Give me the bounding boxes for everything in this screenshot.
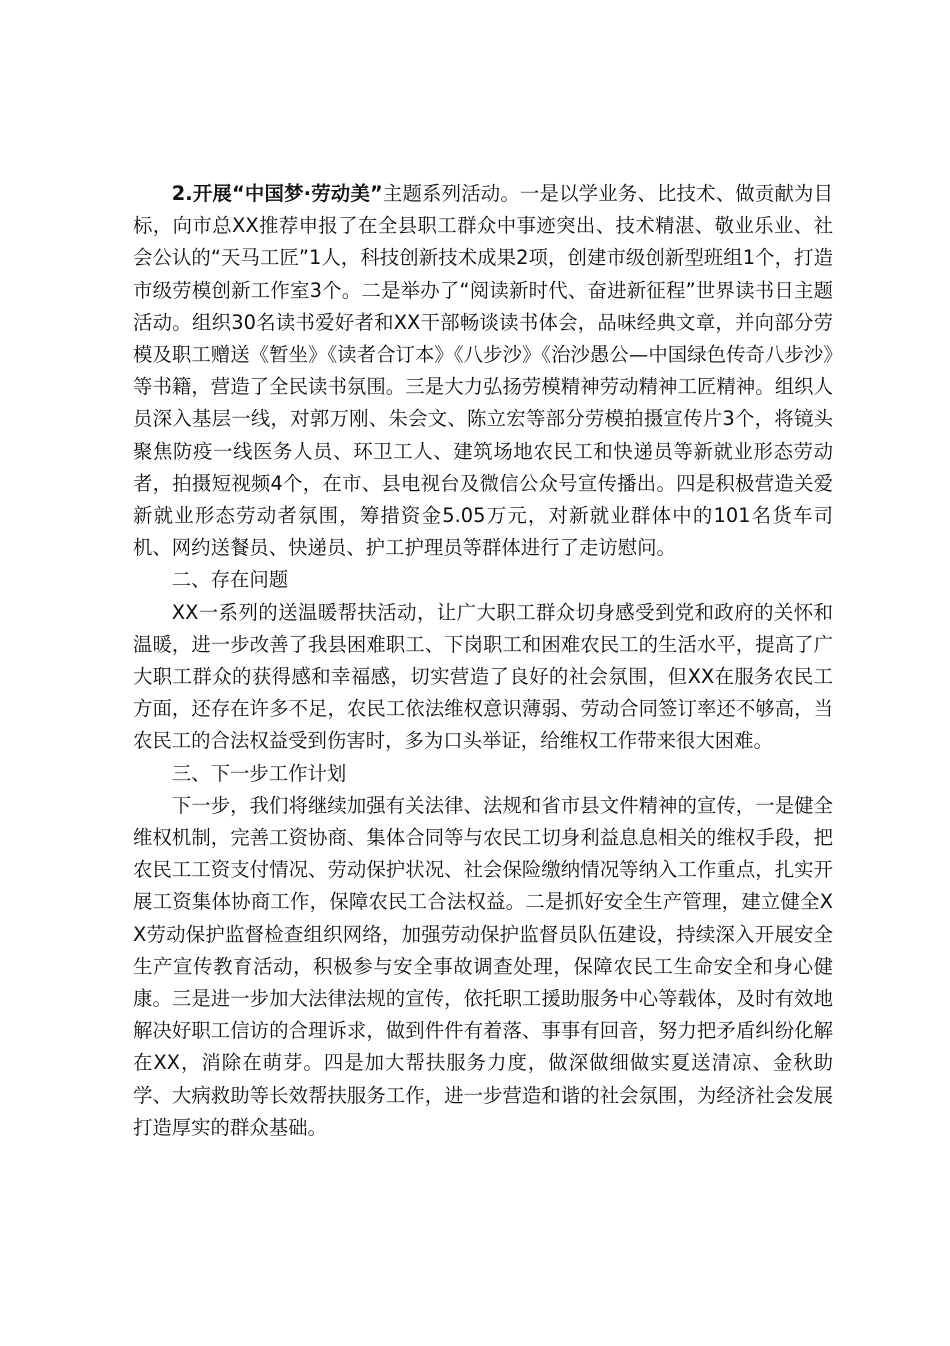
document-body	[133, 178, 833, 1144]
paragraph-text: 主题系列活动。一是以学业务、比技术、做贡献为目标，向市总XX推荐申报了在全县职工群众中事迹突出、技术精湛、敬业乐业、社会公认的“天马工匠”1人，科技创新技术成果2项，创建市级创新型班组1个，打造市级劳模创新工作室3个。二是举办了“阅读新时代、奋进新征程”世界读书日主题活动。组织30名读书爱好者和XX干部畅谈读书体会，品味经典文章，并向部分劳模及职工赠送《暂坐》《读者合订本》《八步沙》《治沙愚公—中国绿色传奇八步沙》等书籍，营造了全民读书氛围。三是大力弘扬劳模精神劳动精神工匠精神。组织人员深入基层一线，对郭万刚、朱会文、陈立宏等部分劳模拍摄宣传片3个，将镜头聚焦防疫一线医务人员、环卫工人、建筑场地农民工和快递员等新就业形态劳动者，拍摄短视频4个，在市、县电视台及微信公众号宣传播出。四是积极营造关爱新就业形态劳动者氛围，筹措资金5.05万元，对新就业群体中的101名货车司机、网约送餐员、快递员、护工护理员等群体进行了走访慰问。	[133, 182, 833, 560]
paragraph-activities	[133, 178, 833, 564]
section-heading-problems: 二、存在问题	[171, 568, 289, 592]
paragraph-problems: XX一系列的送温暖帮扶活动，让广大职工群众切身感受到党和政府的关怀和温暖，进一步改善了我县困难职工、下岗职工和困难农民工的生活水平，提高了广大职工群众的获得感和幸福感，切实营造了良好的社会氛围，但XX在服务农民工方面，还存在许多不足，农民工依法维权意识薄弱、劳动合同签订率还不够高，当农民工的合法权益受到伤害时，多为口头举证，给维权工作带来很大困难。	[133, 600, 833, 753]
section-heading-plan: 三、下一步工作计划	[171, 761, 347, 785]
paragraph-lead: 2.开展“中国梦·劳动美”	[171, 182, 383, 205]
paragraph-plan: 下一步，我们将继续加强有关法律、法规和省市县文件精神的宣传，一是健全维权机制，完善工资协商、集体合同等与农民工切身利益息息相关的维权手段，把农民工工资支付情况、劳动保护状况、社会保险缴纳情况等纳入工作重点，扎实开展工资集体协商工作，保障农民工合法权益。二是抓好安全生产管理，建立健全XX劳动保护监督检查组织网络，加强劳动保护监督员队伍建设，持续深入开展安全生产宣传教育活动，积极参与安全事故调查处理，保障农民工生命安全和身心健康。三是进一步加大法律法规的宣传，依托职工援助服务中心等载体，及时有效地解决好职工信访的合理诉求，做到件件有着落、事事有回音，努力把矛盾纠纷化解在XX，消除在萌芽。四是加大帮扶服务力度，做深做细做实夏送清凉、金秋助学、大病救助等长效帮扶服务工作，进一步营造和谐的社会氛围，为经济社会发展打造厚实的群众基础。	[133, 793, 833, 1139]
